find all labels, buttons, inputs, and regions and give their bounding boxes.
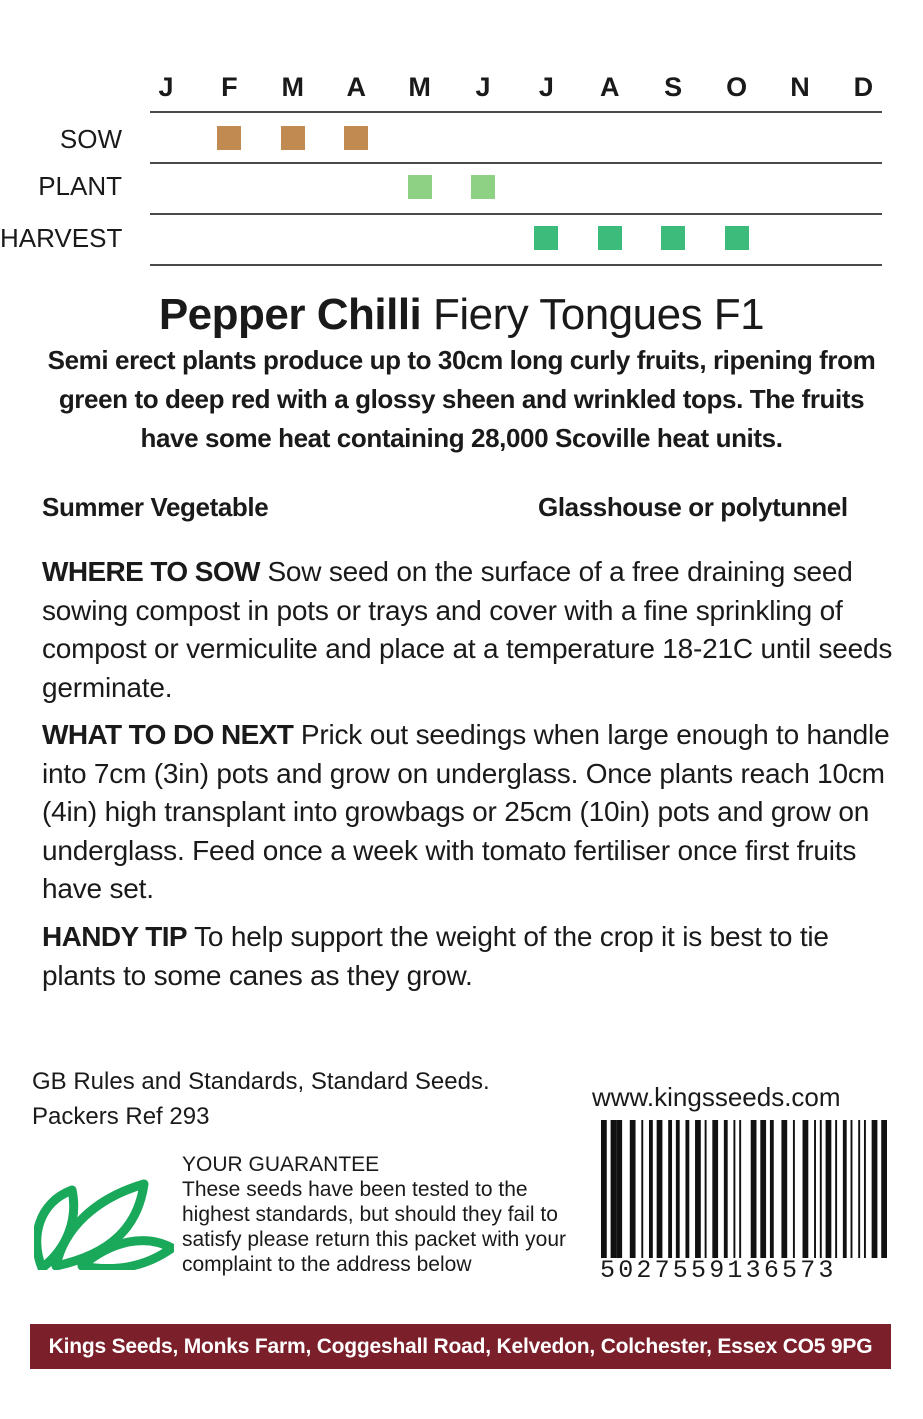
barcode-bar <box>611 1120 617 1258</box>
barcode-bar <box>751 1120 757 1258</box>
month-label: A <box>346 72 366 102</box>
barcode-bar <box>739 1120 741 1258</box>
calendar-marker-harvest <box>661 226 685 250</box>
barcode-bar <box>676 1120 680 1258</box>
barcode-bar <box>851 1120 853 1258</box>
month-label: J <box>538 72 554 102</box>
product-title <box>0 290 923 340</box>
barcode-bar <box>835 1120 837 1258</box>
guarantee-block <box>182 1152 582 1277</box>
barcode-bar <box>820 1120 822 1258</box>
calendar-divider <box>150 111 882 113</box>
barcode-bar <box>695 1120 701 1258</box>
barcode-bar <box>641 1120 643 1258</box>
barcode-bar <box>826 1120 832 1258</box>
location-tag: Glasshouse or polytunnel <box>538 492 848 522</box>
month-label: O <box>726 72 748 102</box>
packers-ref: Packers Ref 293 <box>32 1103 210 1130</box>
barcode-bar <box>630 1120 636 1258</box>
calendar-divider <box>150 264 882 266</box>
calendar-divider <box>150 162 882 164</box>
barcode-bar <box>872 1120 878 1258</box>
barcode-bar <box>793 1120 795 1258</box>
leaf-logo-icon <box>34 1178 174 1270</box>
row-label-harvest: HARVEST <box>0 223 123 253</box>
barcode-bar <box>814 1120 816 1258</box>
calendar-marker-harvest <box>534 226 558 250</box>
barcode-bar <box>685 1120 689 1258</box>
barcode-bar <box>881 1120 887 1258</box>
month-label: M <box>408 72 431 102</box>
product-title-variety: Fiery Tongues F1 <box>433 290 765 339</box>
barcode-bar <box>760 1120 766 1258</box>
month-label: D <box>853 72 874 102</box>
standards-line: GB Rules and Standards, Standard Seeds. <box>32 1068 490 1095</box>
month-label: A <box>600 72 620 102</box>
calendar-marker-harvest <box>598 226 622 250</box>
calendar-marker-harvest <box>725 226 749 250</box>
barcode-bar <box>781 1120 787 1258</box>
barcode-bar <box>724 1120 728 1258</box>
section-where-to-sow <box>42 553 902 707</box>
barcode-bar <box>843 1120 847 1258</box>
row-label-sow: SOW <box>59 124 122 154</box>
calendar-marker-sow <box>281 126 305 150</box>
barcode <box>599 1120 889 1258</box>
row-label-plant: PLANT <box>38 171 122 201</box>
section-what-to-do-next <box>42 716 902 909</box>
month-label: S <box>664 72 683 102</box>
barcode-bar <box>649 1120 653 1258</box>
section-text: Sow seed on the surface of a free draining seed sowing compost in pots or trays and cover with a fine sprinkling of compost or vermiculite and place at a temperature 18-21C until seeds germinate. <box>42 556 893 703</box>
calendar-divider <box>150 213 882 215</box>
barcode-bar <box>733 1120 735 1258</box>
barcode-bar <box>668 1120 672 1258</box>
calendar-marker-plant <box>471 175 495 199</box>
product-description: Semi erect plants produce up to 30cm long curly fruits, ripening from green to deep red with a glossy sheen and wrinkled tops. The fruits have some heat containing 28,000 Scoville heat units. <box>47 345 876 453</box>
month-label: J <box>158 72 174 102</box>
calendar-marker-sow <box>344 126 368 150</box>
barcode-bar <box>803 1120 809 1258</box>
season-tag: Summer Vegetable <box>42 492 269 522</box>
section-handy-tip <box>42 918 902 995</box>
barcode-bar <box>712 1120 718 1258</box>
website-link[interactable]: www.kingsseeds.com <box>592 1082 841 1112</box>
barcode-bar <box>864 1120 866 1258</box>
barcode-bar <box>770 1120 774 1258</box>
barcode-bar <box>657 1120 663 1258</box>
section-text: To help support the weight of the crop it is best to tie plants to some canes as they grow. <box>42 921 829 991</box>
calendar-marker-plant <box>408 175 432 199</box>
barcode-bar <box>705 1120 707 1258</box>
barcode-bar <box>601 1120 607 1258</box>
month-label: J <box>475 72 491 102</box>
barcode-number: 5027559136573 <box>600 1256 837 1285</box>
section-heading: HANDY TIP <box>42 921 187 952</box>
month-label: F <box>221 72 238 102</box>
guarantee-heading: YOUR GUARANTEE <box>182 1153 380 1176</box>
calendar-marker-sow <box>217 126 241 150</box>
barcode-bar <box>858 1120 860 1258</box>
address-footer: Kings Seeds, Monks Farm, Coggeshall Road, Kelvedon, Colchester, Essex CO5 9PG <box>30 1324 891 1369</box>
month-label: M <box>281 72 305 102</box>
barcode-bar <box>616 1120 622 1258</box>
section-text: Prick out seedings when large enough to handle into 7cm (3in) pots and grow on underglass. Once plants reach 10cm (4in) high transplant into growbags or 25cm (10in) pots and grow on underglass. Feed once a week with tomato fertiliser once first fruits have set. <box>42 719 890 904</box>
month-label: N <box>790 72 810 102</box>
product-title-bold: Pepper Chilli <box>158 290 422 339</box>
guarantee-text: These seeds have been tested to the highest standards, but should they fail to satisfy please return this packet with your complaint to the address below <box>182 1178 567 1276</box>
section-heading: WHERE TO SOW <box>42 556 260 587</box>
section-heading: WHAT TO DO NEXT <box>42 719 294 750</box>
